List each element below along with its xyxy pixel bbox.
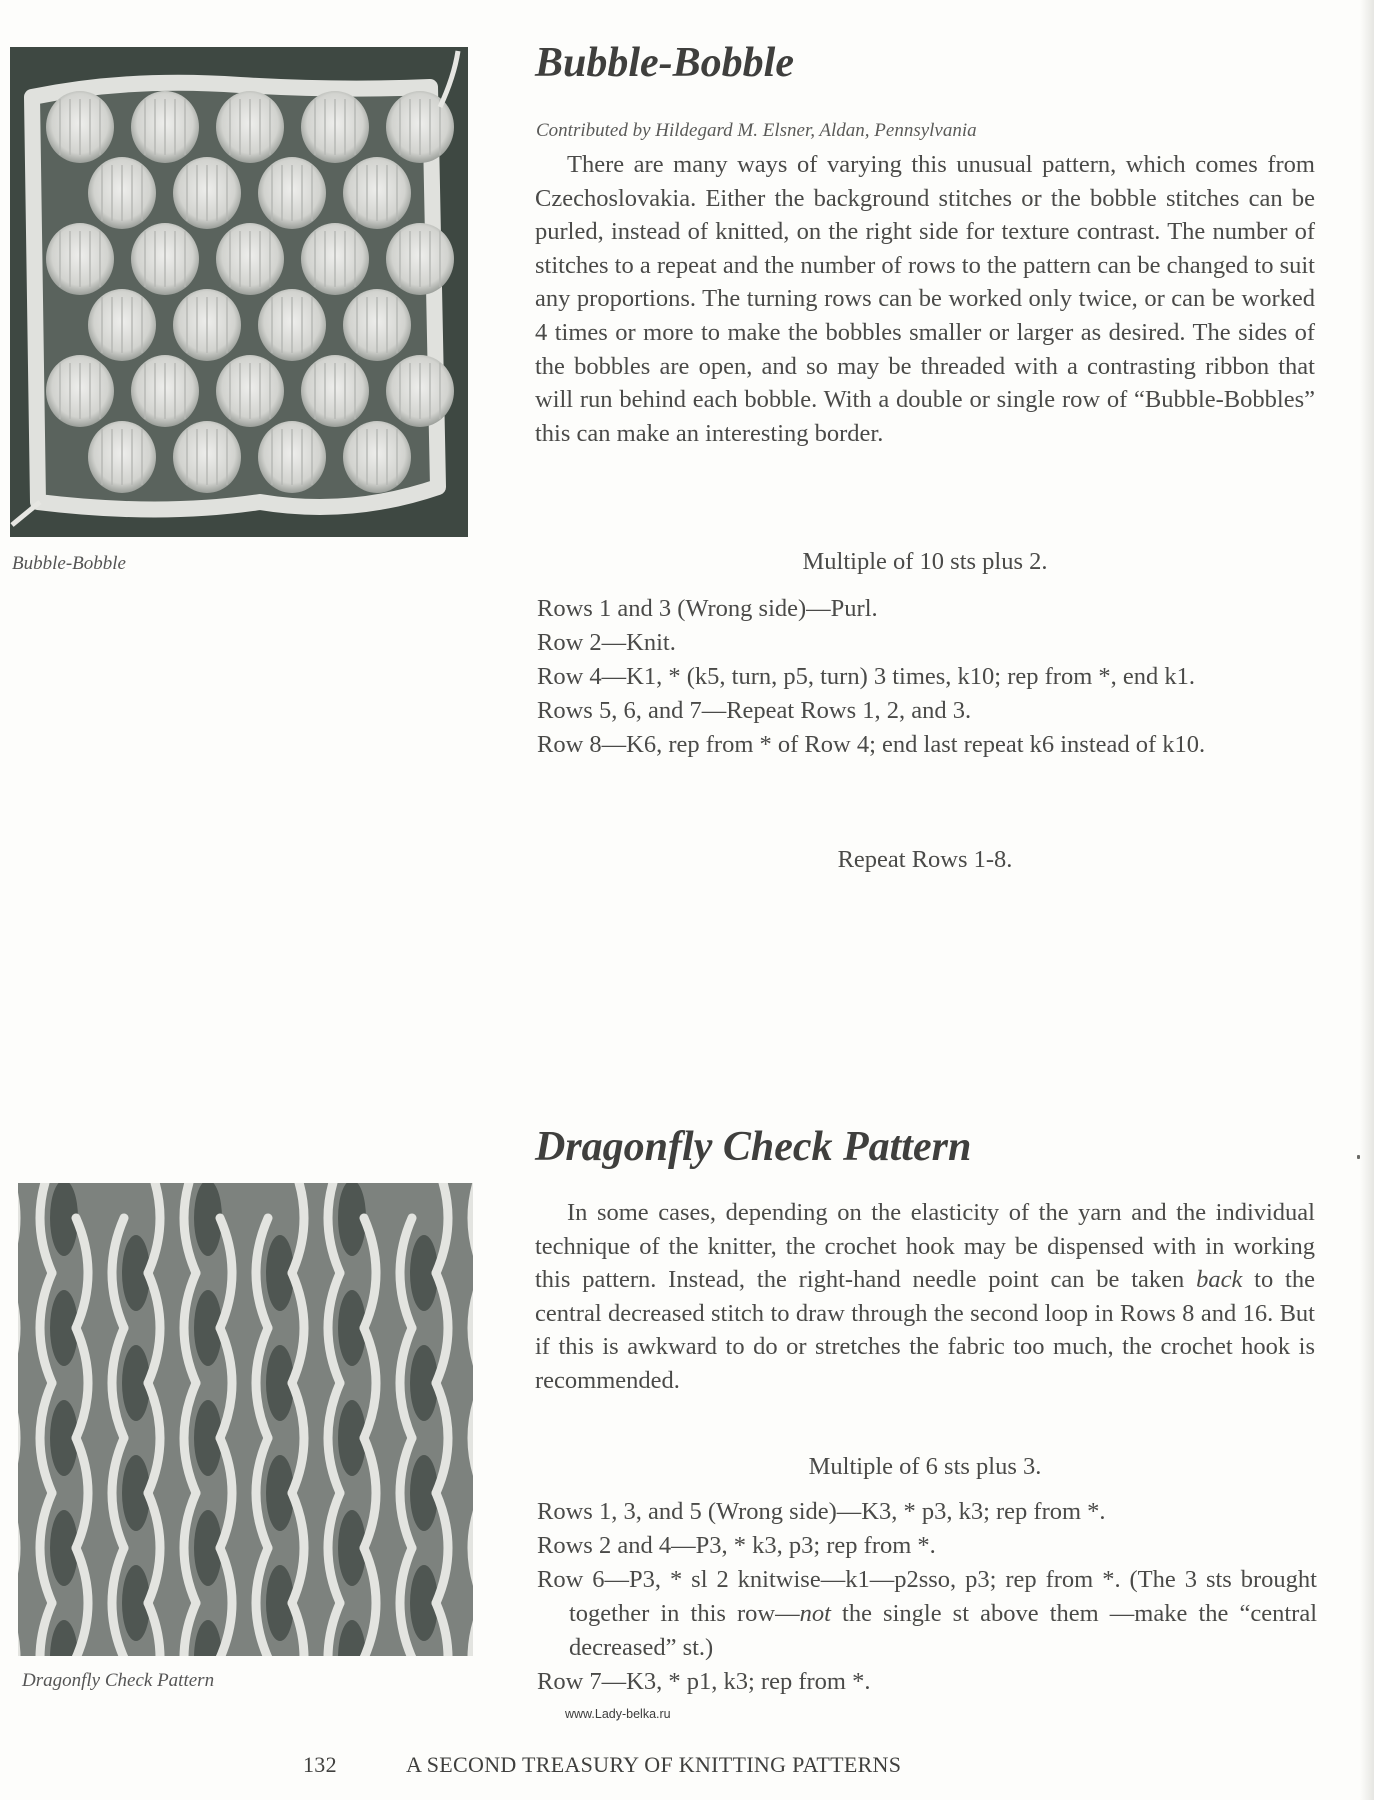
photo-caption-bubble-bobble: Bubble-Bobble [12,553,126,574]
section-title-bubble-bobble: Bubble-Bobble [535,40,794,86]
row-text: the single st above them —make the “central decreased” st.) [569,1600,1317,1661]
row-instruction: Rows 2 and 4—P3, * k3, p3; rep from *. [537,1532,936,1559]
watermark-url: www.Lady-belka.ru [565,1707,671,1721]
dragonfly-description [535,1196,1315,1398]
section-title-dragonfly-check: Dragonfly Check Pattern [535,1124,972,1170]
bubble-bobble-row-instructions [537,592,1317,762]
dragonfly-check-swatch-photo [18,1183,473,1656]
description-text: to the central decreased stitch to draw through the second loop in Rows 8 and 16. But if this is awkward to do or stretches the fabric too much, the crochet hook is recommended. [535,1266,1315,1394]
page-number: 132 [303,1752,337,1777]
row-emphasis: not [799,1600,831,1627]
row-instruction: Rows 1 and 3 (Wrong side)—Purl. [537,595,878,622]
row-text: Row 6—P3, * sl 2 knitwise—k1—p2sso, p3; rep from *. (The 3 sts brought together in this row— [537,1566,1317,1627]
row-instruction: Rows 1, 3, and 5 (Wrong side)—K3, * p3, k3; rep from *. [537,1498,1106,1525]
bubble-bobble-swatch-photo [10,47,468,537]
page-edge-shadow [1360,0,1374,1800]
bubble-bobble-description: There are many ways of varying this unusual pattern, which comes from Czechoslovakia. Either the background stitches or the bobble stitches can be purled, instead of knitted, on the right side for texture contrast. The number of stitches to a repeat and the number of rows to the pattern can be changed to suit any proportions. The turning rows can be worked only twice, or can be worked 4 times or more to make the bobbles smaller or larger as desired. The sides of the bobbles are open, and so may be threaded with a contrasting ribbon that will run behind each bobble. With a double or single row of “Bubble-Bobbles” this can make an interesting border. [535,151,1315,447]
bubble-bobble-swatch-illustration [10,47,468,537]
bubble-bobble-repeat: Repeat Rows 1-8. [837,846,1013,873]
bubble-bobble-multiple: Multiple of 10 sts plus 2. [802,548,1048,575]
row-instruction: Rows 5, 6, and 7—Repeat Rows 1, 2, and 3. [537,697,972,724]
description-emphasis: back [1196,1266,1243,1294]
print-speck [1357,1155,1360,1159]
row-instruction: Row 2—Knit. [537,629,676,656]
running-footer-title: A SECOND TREASURY OF KNITTING PATTERNS [406,1752,902,1777]
row-instruction: Row 4—K1, * (k5, turn, p5, turn) 3 times, k10; rep from *, end k1. [537,663,1196,690]
dragonfly-check-swatch-illustration [18,1183,473,1656]
row-instruction: Row 7—K3, * p1, k3; rep from *. [537,1668,871,1695]
row-instruction: Row 8—K6, rep from * of Row 4; end last repeat k6 instead of k10. [537,731,1206,758]
row-instruction [537,1563,1317,1665]
dragonfly-multiple: Multiple of 6 sts plus 3. [808,1453,1042,1480]
contributor-credit: Contributed by Hildegard M. Elsner, Aldan, Pennsylvania [536,120,977,141]
description-text: In some cases, depending on the elasticity of the yarn and the individual technique of the knitter, the crochet hook may be dispensed with in working this pattern. Instead, the right-hand needle point can be taken [535,1199,1315,1294]
dragonfly-row-instructions [537,1495,1317,1699]
photo-caption-dragonfly-check: Dragonfly Check Pattern [22,1670,215,1691]
